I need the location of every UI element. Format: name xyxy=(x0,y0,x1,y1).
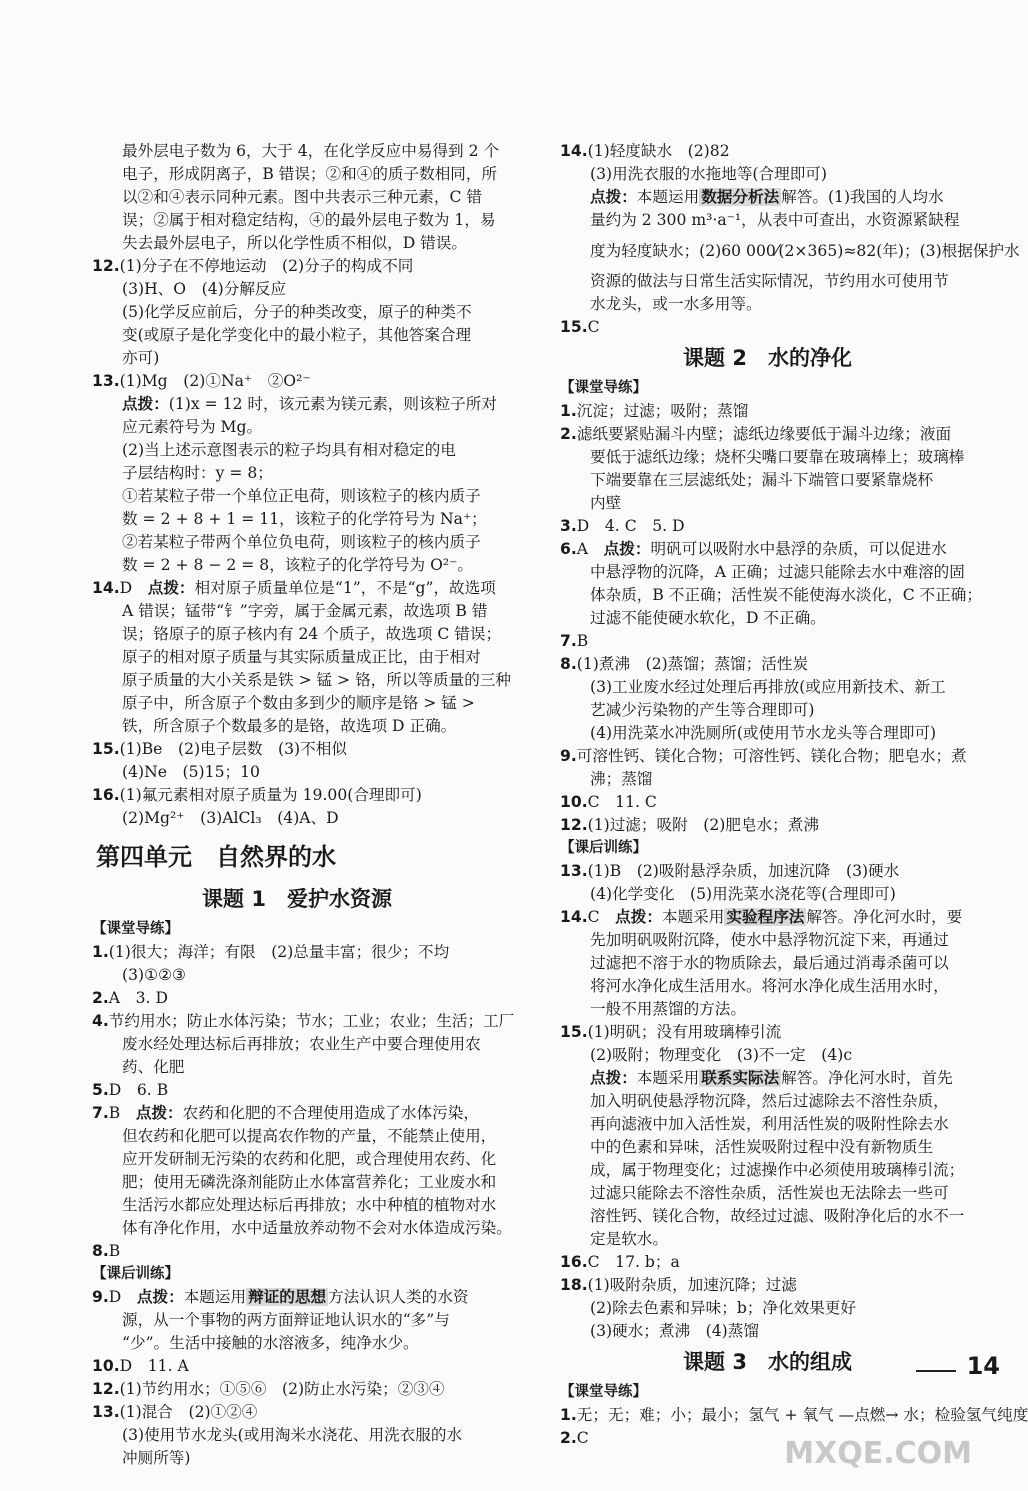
line-text: 源，从一个事物的两方面辩证地认识水的“多”与 xyxy=(122,1311,450,1329)
answer-line xyxy=(92,163,502,186)
line-text: 无；无；难；小；最小；氢气 + 氧气 —点燃→ 水；检验氢气纯度 xyxy=(576,1406,1028,1424)
answer-line xyxy=(92,347,502,370)
line-text: 节约用水；防止水体污染；节水；工业；农业；生活；工厂 xyxy=(108,1012,515,1030)
answer-item xyxy=(560,316,975,339)
line-text: C xyxy=(587,908,616,926)
line-text: 滤纸要紧贴漏斗内壁；滤纸边缘要低于漏斗边缘；液面 xyxy=(576,425,952,443)
line-text: (1)明矾；没有用玻璃棒引流 xyxy=(587,1023,782,1041)
answer-item xyxy=(560,814,975,837)
line-text: 水龙头，或一水多用等。 xyxy=(590,295,762,313)
answer-line xyxy=(560,768,975,791)
line-text: ②若某粒子带两个单位负电荷，则该粒子的核内质子 xyxy=(122,533,481,551)
answer-line xyxy=(92,393,502,416)
line-text: 加入明矾使悬浮物沉降，然后过滤除去不溶性杂质， xyxy=(590,1092,949,1110)
answer-line xyxy=(92,600,502,623)
line-text: 过滤把不溶于水的物质除去，最后通过消毒杀菌可以 xyxy=(590,954,949,972)
line-text: 内壁 xyxy=(590,494,622,512)
line-text: 子层结构时：y = 8； xyxy=(122,464,273,482)
line-text: 中悬浮物的沉降，A 正确；过滤只能除去水中难溶的固 xyxy=(590,563,965,581)
line-text: 可溶性钙、镁化合物；可溶性钙、镁化合物；肥皂水；煮 xyxy=(576,747,967,765)
answer-line xyxy=(92,1447,502,1470)
question-number: 10. xyxy=(92,1357,120,1375)
answer-item xyxy=(560,745,975,768)
line-text: D 11. A xyxy=(119,1357,189,1375)
line-text: 误；铬原子的原子核内有 24 个质子，故选项 C 错误； xyxy=(122,625,502,643)
answer-line xyxy=(560,1159,975,1182)
answer-line xyxy=(92,508,502,531)
section-tag: 【课后训练】 xyxy=(92,1266,179,1282)
topic-title: 课题 2 水的净化 xyxy=(683,346,852,370)
hint-label: 点拨： xyxy=(590,188,637,206)
answer-item xyxy=(92,255,502,278)
method-highlight: 联系实际法 xyxy=(701,1069,780,1087)
line-text: C 17. b；a xyxy=(587,1253,680,1271)
answer-line xyxy=(560,1067,975,1090)
answer-line xyxy=(560,699,975,722)
answer-line xyxy=(92,554,502,577)
line-text: “少”。生活中接触的水溶液多，纯净水少。 xyxy=(122,1334,419,1352)
line-text: (3)用洗衣服的水拖地等(合理即可) xyxy=(590,165,827,183)
answer-item xyxy=(92,1010,515,1033)
answer-line xyxy=(560,1228,975,1251)
answer-line xyxy=(92,186,502,209)
question-number: 9. xyxy=(560,747,577,765)
answer-line xyxy=(92,531,502,554)
line-text: 艺减少污染物的产生等合理即可) xyxy=(590,701,815,719)
left-column xyxy=(92,140,515,1470)
line-text: (2)当上述示意图表示的粒子均具有相对稳定的电 xyxy=(122,441,456,459)
line-text: 原子质量的大小关系是铁 > 锰 > 铬，所以等质量的三种 xyxy=(122,671,512,689)
answer-line xyxy=(92,232,502,255)
line-text: 亦可) xyxy=(122,349,160,367)
answer-item xyxy=(560,653,975,676)
line-text: 先加明矾吸附沉降，使水中悬浮物沉淀下来，再通过 xyxy=(590,931,949,949)
line-text: (1)吸附杂质，加速沉降；过滤 xyxy=(587,1276,797,1294)
line-text: D xyxy=(119,579,148,597)
line-text: D xyxy=(108,1288,137,1306)
line-text: (4)化学变化 (5)用洗菜水浇花等(合理即可) xyxy=(590,885,896,903)
answer-line xyxy=(560,1297,975,1320)
answer-line xyxy=(92,209,502,232)
answer-line xyxy=(560,163,975,186)
line-text: 误；②属于相对稳定结构，④的最外层电子数为 1，易 xyxy=(122,211,496,229)
answer-line xyxy=(560,584,982,607)
answer-line xyxy=(92,1332,502,1355)
answer-item xyxy=(560,906,975,929)
line-text: (1)分子在不停地运动 (2)分子的构成不同 xyxy=(119,257,414,275)
line-text: 再向滤液中加入活性炭，利用活性炭的吸附性除去水 xyxy=(590,1115,949,1133)
answer-item xyxy=(560,1251,975,1274)
line-text: (1)x = 12 时，该元素为镁元素，则该粒子所对 xyxy=(168,395,497,413)
answer-line xyxy=(92,646,502,669)
hint-label: 点拨： xyxy=(122,395,169,413)
answer-line xyxy=(92,623,502,646)
question-number: 7. xyxy=(560,632,577,650)
line-text: 解答。净化河水时，首先 xyxy=(781,1069,953,1087)
line-text: (3)①②③ xyxy=(122,966,187,984)
section-tag: 【课后训练】 xyxy=(560,840,647,856)
answer-line xyxy=(92,669,512,692)
line-text: 沸；蒸馏 xyxy=(590,770,653,788)
answer-line xyxy=(560,209,975,232)
answer-line xyxy=(560,883,975,906)
answer-item xyxy=(92,1286,502,1309)
question-number: 14. xyxy=(560,908,588,926)
question-number: 2. xyxy=(560,1429,577,1447)
answer-line xyxy=(560,1044,975,1067)
line-text: 废水经处理达标后再排放；农业生产中要合理使用农 xyxy=(122,1035,481,1053)
answer-line xyxy=(560,929,975,952)
line-text: 失去最外层电子，所以化学性质不相似，D 错误。 xyxy=(122,234,467,252)
answer-line xyxy=(560,722,975,745)
question-number: 14. xyxy=(92,579,120,597)
line-text: 中的色素和异味，活性炭吸附过程中没有新物质生 xyxy=(590,1138,934,1156)
section-tag: 【课堂导练】 xyxy=(92,921,179,937)
line-text: C xyxy=(576,1429,589,1447)
line-text: 下端要靠在三层滤纸处；漏斗下端管口要紧靠烧杯 xyxy=(590,471,934,489)
line-text: (2)Mg²⁺ (3)AlCl₃ (4)A、D xyxy=(122,809,339,827)
line-text: B xyxy=(576,632,589,650)
line-text: 冲厕所等) xyxy=(122,1449,191,1467)
answer-item xyxy=(92,1102,502,1125)
question-number: 13. xyxy=(560,862,588,880)
line-text: 原子中，所含原子个数由多到少的顺序是铬 > 锰 > xyxy=(122,694,475,712)
line-text: 本题采用 xyxy=(661,908,725,926)
answer-line xyxy=(560,1136,975,1159)
line-text: 农药和化肥的不合理使用造成了水体污染， xyxy=(182,1104,479,1122)
right-column xyxy=(560,140,1028,1450)
answer-line xyxy=(560,232,1020,270)
line-text: C xyxy=(587,318,600,336)
line-text: D 4. C 5. D xyxy=(576,517,685,535)
method-highlight: 实验程序法 xyxy=(726,908,805,926)
answer-line xyxy=(92,1056,502,1079)
line-text: 量约为 2 300 m³·a⁻¹，从表中可查出，水资源紧缺程 xyxy=(590,211,960,229)
answer-item xyxy=(92,941,502,964)
answer-line xyxy=(560,1090,975,1113)
answer-item xyxy=(560,423,975,446)
answer-line xyxy=(560,975,975,998)
answer-item xyxy=(560,630,975,653)
answer-line xyxy=(92,462,502,485)
answer-line xyxy=(92,1148,502,1171)
answer-line xyxy=(92,1217,512,1240)
line-text: (3)工业废水经过处理后再排放(或应用新技术、新工 xyxy=(590,678,946,696)
line-text: 要低于滤纸边缘；烧杯尖嘴口要靠在玻璃棒上；玻璃棒 xyxy=(590,448,965,466)
line-text: 方法认识人类的水资 xyxy=(328,1288,469,1306)
question-number: 1. xyxy=(92,943,109,961)
answer-item xyxy=(560,791,975,814)
line-text: (1)混合 (2)①②④ xyxy=(119,1403,258,1421)
answer-line xyxy=(92,278,502,301)
question-number: 9. xyxy=(92,1288,109,1306)
answer-line xyxy=(92,140,502,163)
answer-line xyxy=(560,469,975,492)
answer-line xyxy=(560,270,975,293)
answer-item xyxy=(560,140,975,163)
answer-item xyxy=(92,577,502,600)
line-text: 应元素符号为 Mg。 xyxy=(122,418,263,436)
line-text: 定是软水。 xyxy=(590,1230,668,1248)
line-text: 肥；使用无磷洗涤剂能防止水体富营养化；工业废水和 xyxy=(122,1173,497,1191)
line-text: 本题运用 xyxy=(636,188,700,206)
line-text: (1)B (2)吸附悬浮杂质，加速沉降 (3)硬水 xyxy=(587,862,900,880)
answer-item xyxy=(560,860,975,883)
question-number: 13. xyxy=(92,372,120,390)
question-number: 3. xyxy=(560,517,577,535)
answer-item xyxy=(560,1021,975,1044)
answer-item xyxy=(560,1404,1028,1427)
answer-line xyxy=(560,952,975,975)
line-text: (2)吸附；物理变化 (3)不一定 (4)c xyxy=(590,1046,853,1064)
line-text: (1)Be (2)电子层数 (3)不相似 xyxy=(119,740,347,758)
question-number: 10. xyxy=(560,793,588,811)
answer-line xyxy=(92,692,502,715)
answer-line xyxy=(92,1194,502,1217)
question-number: 1. xyxy=(560,402,577,420)
topic-title: 课题 3 水的组成 xyxy=(683,1350,852,1374)
answer-line xyxy=(92,715,502,738)
question-number: 6. xyxy=(560,540,577,558)
line-text: 本题采用 xyxy=(636,1069,700,1087)
question-number: 5. xyxy=(92,1081,109,1099)
line-text: 资源的做法与日常生活实际情况，节约用水可使用节 xyxy=(590,272,949,290)
hint-label: 点拨： xyxy=(136,1288,184,1306)
method-highlight: 数据分析法 xyxy=(701,188,780,206)
watermark: MXQE.COM xyxy=(784,1436,972,1471)
answer-item xyxy=(92,784,502,807)
question-number: 14. xyxy=(560,142,588,160)
hint-label: 点拨： xyxy=(135,1104,183,1122)
line-text: B xyxy=(108,1104,136,1122)
line-text: 电子，形成阴离子，B 错误；②和④的质子数相同，所 xyxy=(122,165,498,183)
answer-line xyxy=(92,1125,502,1148)
answer-line xyxy=(560,1205,975,1228)
answer-line xyxy=(92,439,502,462)
answer-line xyxy=(92,1309,502,1332)
question-number: 2. xyxy=(560,425,577,443)
hint-label: 点拨： xyxy=(147,579,195,597)
answer-item xyxy=(92,370,502,393)
line-text: 解答。净化河水时，要 xyxy=(806,908,963,926)
line-text: (1)Mg (2)①Na⁺ ②O²⁻ xyxy=(119,372,311,390)
line-text: 度为轻度缺水；(2)60 000⁄(2×365)≈82(年)；(3)根据保护水 xyxy=(590,242,1020,260)
answer-line xyxy=(560,186,975,209)
answer-line xyxy=(92,807,502,830)
page-number: 14 xyxy=(966,1352,1000,1380)
unit-title: 第四单元 自然界的水 xyxy=(96,843,336,871)
line-text: A 3. D xyxy=(108,989,168,1007)
line-text: 本题运用 xyxy=(183,1288,247,1306)
answer-item xyxy=(92,987,502,1010)
line-text: (2)除去色素和异味；b；净化效果更好 xyxy=(590,1299,856,1317)
answer-line xyxy=(92,1033,502,1056)
line-text: (1)轻度缺水 (2)82 xyxy=(587,142,730,160)
line-text: (3)H、O (4)分解反应 xyxy=(122,280,287,298)
line-text: 数 = 2 + 8 + 1 = 11，该粒子的化学符号为 Na⁺； xyxy=(122,510,487,528)
answer-line xyxy=(560,293,975,316)
question-number: 12. xyxy=(92,1380,120,1398)
question-number: 12. xyxy=(92,257,120,275)
line-text: ①若某粒子带一个单位正电荷，则该粒子的核内质子 xyxy=(122,487,481,505)
answer-item xyxy=(92,1378,502,1401)
line-text: 一般不用蒸馏的方法。 xyxy=(590,1000,746,1018)
question-number: 16. xyxy=(92,786,120,804)
line-text: 过滤只能除去不溶性杂质，活性炭也无法除去一些可 xyxy=(590,1184,949,1202)
answer-line xyxy=(92,1171,502,1194)
answer-line xyxy=(560,446,975,469)
line-text: (4)Ne (5)15；10 xyxy=(122,763,260,781)
line-text: (5)化学反应前后，分子的种类改变，原子的种类不 xyxy=(122,303,472,321)
line-text: 将河水净化成生活用水。将河水净化成生活用水时， xyxy=(590,977,949,995)
page-number-rule xyxy=(916,1370,956,1372)
line-text: 明矾可以吸附水中悬浮的杂质，可以促进水 xyxy=(650,540,947,558)
line-text: (3)使用节水龙头(或用淘米水浇花、用洗衣服的水 xyxy=(122,1426,463,1444)
answer-line xyxy=(560,676,975,699)
line-text: 沉淀；过滤；吸附；蒸馏 xyxy=(576,402,749,420)
answer-line xyxy=(560,1182,975,1205)
line-text: 体有净化作用，水中适量放养动物不会对水体造成污染。 xyxy=(122,1219,512,1237)
line-text: 以②和④表示同种元素。图中共表示三种元素，C 错 xyxy=(122,188,482,206)
answer-line xyxy=(92,1424,502,1447)
line-text: 溶性钙、镁化合物，故经过过滤、吸附净化后的水不一 xyxy=(590,1207,965,1225)
answer-item xyxy=(92,1240,502,1263)
line-text: 应开发研制无污染的农药和化肥，或合理使用农药、化 xyxy=(122,1150,497,1168)
answer-item xyxy=(92,1079,502,1102)
line-text: B xyxy=(108,1242,121,1260)
question-number: 1. xyxy=(560,1406,577,1424)
question-number: 13. xyxy=(92,1403,120,1421)
question-number: 2. xyxy=(92,989,109,1007)
question-number: 16. xyxy=(560,1253,588,1271)
line-text: A xyxy=(576,540,604,558)
hint-label: 点拨： xyxy=(590,1069,637,1087)
line-text: 解答。(1)我国的人均水 xyxy=(781,188,944,206)
answer-line xyxy=(560,607,975,630)
answer-item xyxy=(92,738,502,761)
method-highlight: 辩证的思想 xyxy=(248,1288,327,1306)
line-text: 过滤不能使硬水软化，D 不正确。 xyxy=(590,609,826,627)
line-text: 成，属于物理变化；过滤操作中必须使用玻璃棒引流； xyxy=(590,1161,965,1179)
answer-item xyxy=(92,1355,502,1378)
line-text: (3)硬水；煮沸 (4)蒸馏 xyxy=(590,1322,759,1340)
answer-item xyxy=(560,400,975,423)
hint-label: 点拨： xyxy=(615,908,662,926)
topic-title: 课题 1 爱护水资源 xyxy=(202,887,392,911)
question-number: 18. xyxy=(560,1276,588,1294)
answer-line xyxy=(92,485,502,508)
line-text: A 错误；锰带“钅”字旁，属于金属元素，故选项 B 错 xyxy=(122,602,488,620)
answer-line xyxy=(92,964,502,987)
line-text: (4)用洗菜水冲洗厕所(或使用节水龙头等合理即可) xyxy=(590,724,937,742)
answer-line xyxy=(560,492,975,515)
question-number: 7. xyxy=(92,1104,109,1122)
line-text: (1)氟元素相对原子质量为 19.00(合理即可) xyxy=(119,786,422,804)
line-text: (1)过滤；吸附 (2)肥皂水；煮沸 xyxy=(587,816,819,834)
line-text: (1)节约用水；①⑤⑥ (2)防止水污染；②③④ xyxy=(119,1380,445,1398)
answer-item xyxy=(560,538,975,561)
answer-line xyxy=(560,998,975,1021)
answer-line xyxy=(92,761,502,784)
line-text: (1)很大；海洋；有限 (2)总量丰富；很少；不均 xyxy=(108,943,450,961)
answer-item xyxy=(560,1274,975,1297)
line-text: C 11. C xyxy=(587,793,657,811)
line-text: 变(或原子是化学变化中的最小粒子，其他答案合理 xyxy=(122,326,472,344)
section-tag: 【课堂导练】 xyxy=(560,1384,647,1400)
line-text: 最外层电子数为 6，大于 4，在化学反应中易得到 2 个 xyxy=(122,142,500,160)
answer-line xyxy=(560,561,975,584)
question-number: 4. xyxy=(92,1012,109,1030)
line-text: 但农药和化肥可以提高农作物的产量，不能禁止使用， xyxy=(122,1127,497,1145)
question-number: 15. xyxy=(92,740,120,758)
question-number: 12. xyxy=(560,816,588,834)
line-text: 药、化肥 xyxy=(122,1058,185,1076)
line-text: 数 = 2 + 8 − 2 = 8，该粒子的化学符号为 O²⁻。 xyxy=(122,556,473,574)
question-number: 15. xyxy=(560,1023,588,1041)
question-number: 8. xyxy=(560,655,577,673)
answer-item xyxy=(560,515,975,538)
answer-line xyxy=(92,416,502,439)
answer-line xyxy=(92,301,502,324)
section-tag: 【课堂导练】 xyxy=(560,380,647,396)
line-text: 原子的相对原子质量与其实际质量成正比，由于相对 xyxy=(122,648,481,666)
answer-line xyxy=(92,324,502,347)
line-text: 体杂质，B 不正确；活性炭不能使海水淡化，C 不正确； xyxy=(590,586,982,604)
line-text: D 6. B xyxy=(108,1081,169,1099)
line-text: 生活污水都应处理达标后再排放；水中种植的植物对水 xyxy=(122,1196,497,1214)
line-text: (1)煮沸 (2)蒸馏；蒸馏；活性炭 xyxy=(576,655,809,673)
question-number: 15. xyxy=(560,318,588,336)
question-number: 8. xyxy=(92,1242,109,1260)
hint-label: 点拨： xyxy=(603,540,651,558)
answer-item xyxy=(92,1401,502,1424)
answer-line xyxy=(560,1320,975,1343)
line-text: 相对原子质量单位是“1”，不是“g”，故选项 xyxy=(194,579,496,597)
answer-line xyxy=(560,1113,975,1136)
line-text: 铁，所含原子个数最多的是铬，故选项 D 正确。 xyxy=(122,717,457,735)
